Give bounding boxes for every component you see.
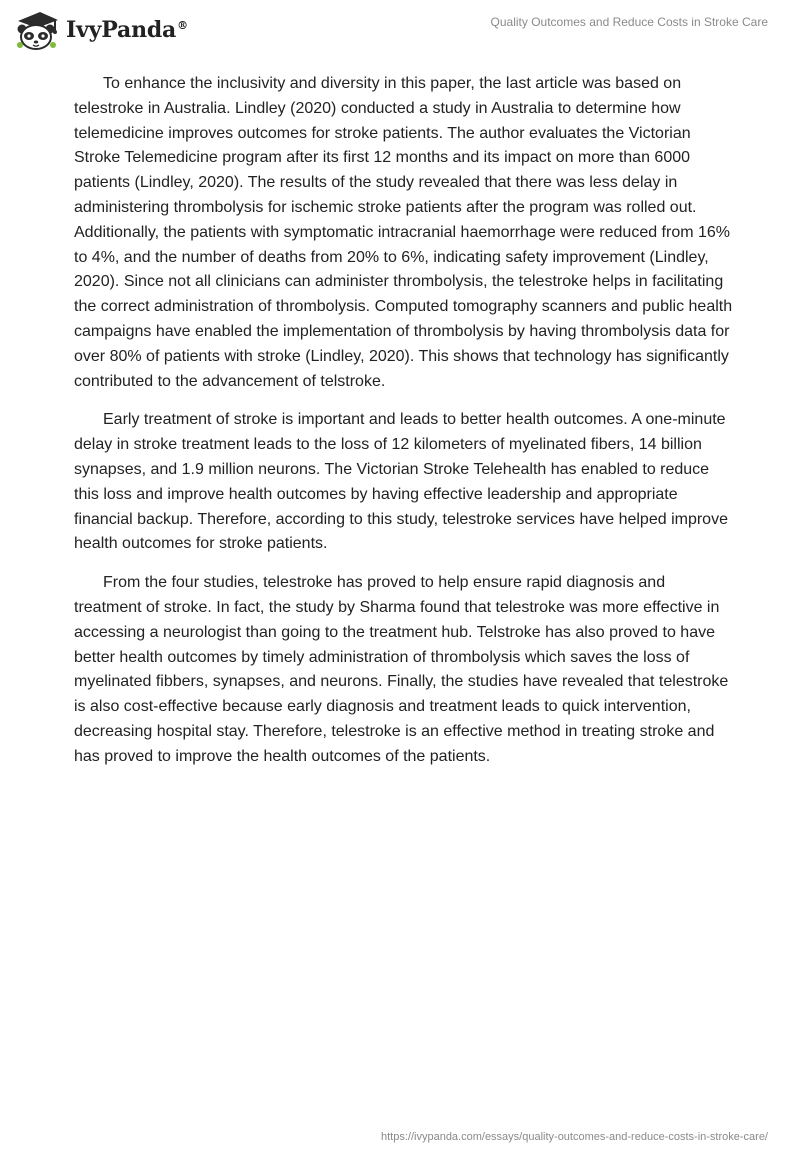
paragraph: Early treatment of stroke is important and leads to better health outcomes. A one-minute delay in stroke treatment leads to the loss of 12 kilometers of myelinated fibers, 14 billion synapses, and 1.9 million neurons. The Victorian Stroke Telehealth has enabled to reduce this loss and improve health outcomes by having effective leadership and appropriate financial backup. Therefore, according to this study, telestroke services have helped improve health outcomes for stroke patients. (74, 411, 728, 553)
logo-text: IvyPanda® (66, 17, 188, 43)
paragraph: To enhance the inclusivity and diversity in this paper, the last article was based on telestroke in Australia. Lindley (2020) conducted a study in Australia to determine how telemedicine improves outcomes for stroke patients. The author evaluates the Victorian Stroke Telemedicine program after its first 12 months and its impact on more than 6000 patients (Lindley, 2020). The results of the study revealed that there was less delay in administering thrombolysis for ischemic stroke patients after the program was rolled out. Additionally, the patients with symptomatic intracranial haemorrhage were reduced from 16% to 4%, and the number of deaths from 20% to 6%, indicating safety improvement (Lindley, 2020). Since not all clinicians can administer thrombolysis, the telestroke helps in facilitating the correct administration of thrombolysis. Computed tomography scanners and public health campaigns have enabled the implementation of thrombolysis by having thrombolysis data for over 80% of patients with stroke (Lindley, 2020). This shows that technology has significantly contributed to the advancement of telstroke. (74, 75, 733, 390)
source-url[interactable]: https://ivypanda.com/essays/quality-outcomes-and-reduce-costs-in-stroke-care/ (381, 1131, 768, 1143)
panda-graduation-cap-icon (14, 9, 60, 51)
document-title: Quality Outcomes and Reduce Costs in Stroke Care (490, 15, 768, 29)
ivypanda-logo[interactable] (14, 9, 188, 51)
essay-body (74, 72, 734, 784)
paragraph: From the four studies, telestroke has proved to help ensure rapid diagnosis and treatment of stroke. In fact, the study by Sharma found that telestroke was more effective in accessing a neurologist than going to the treatment hub. Telstroke has also proved to have better health outcomes by timely administration of thrombolysis which saves the loss of myelinated fibbers, synapses, and neurons. Finally, the studies have revealed that telestroke is also cost-effective because early diagnosis and treatment leads to quick intervention, decreasing hospital stay. Therefore, telestroke is an effective method in treating stroke and has proved to improve the health outcomes of the patients. (74, 574, 729, 765)
page-header (0, 0, 800, 60)
